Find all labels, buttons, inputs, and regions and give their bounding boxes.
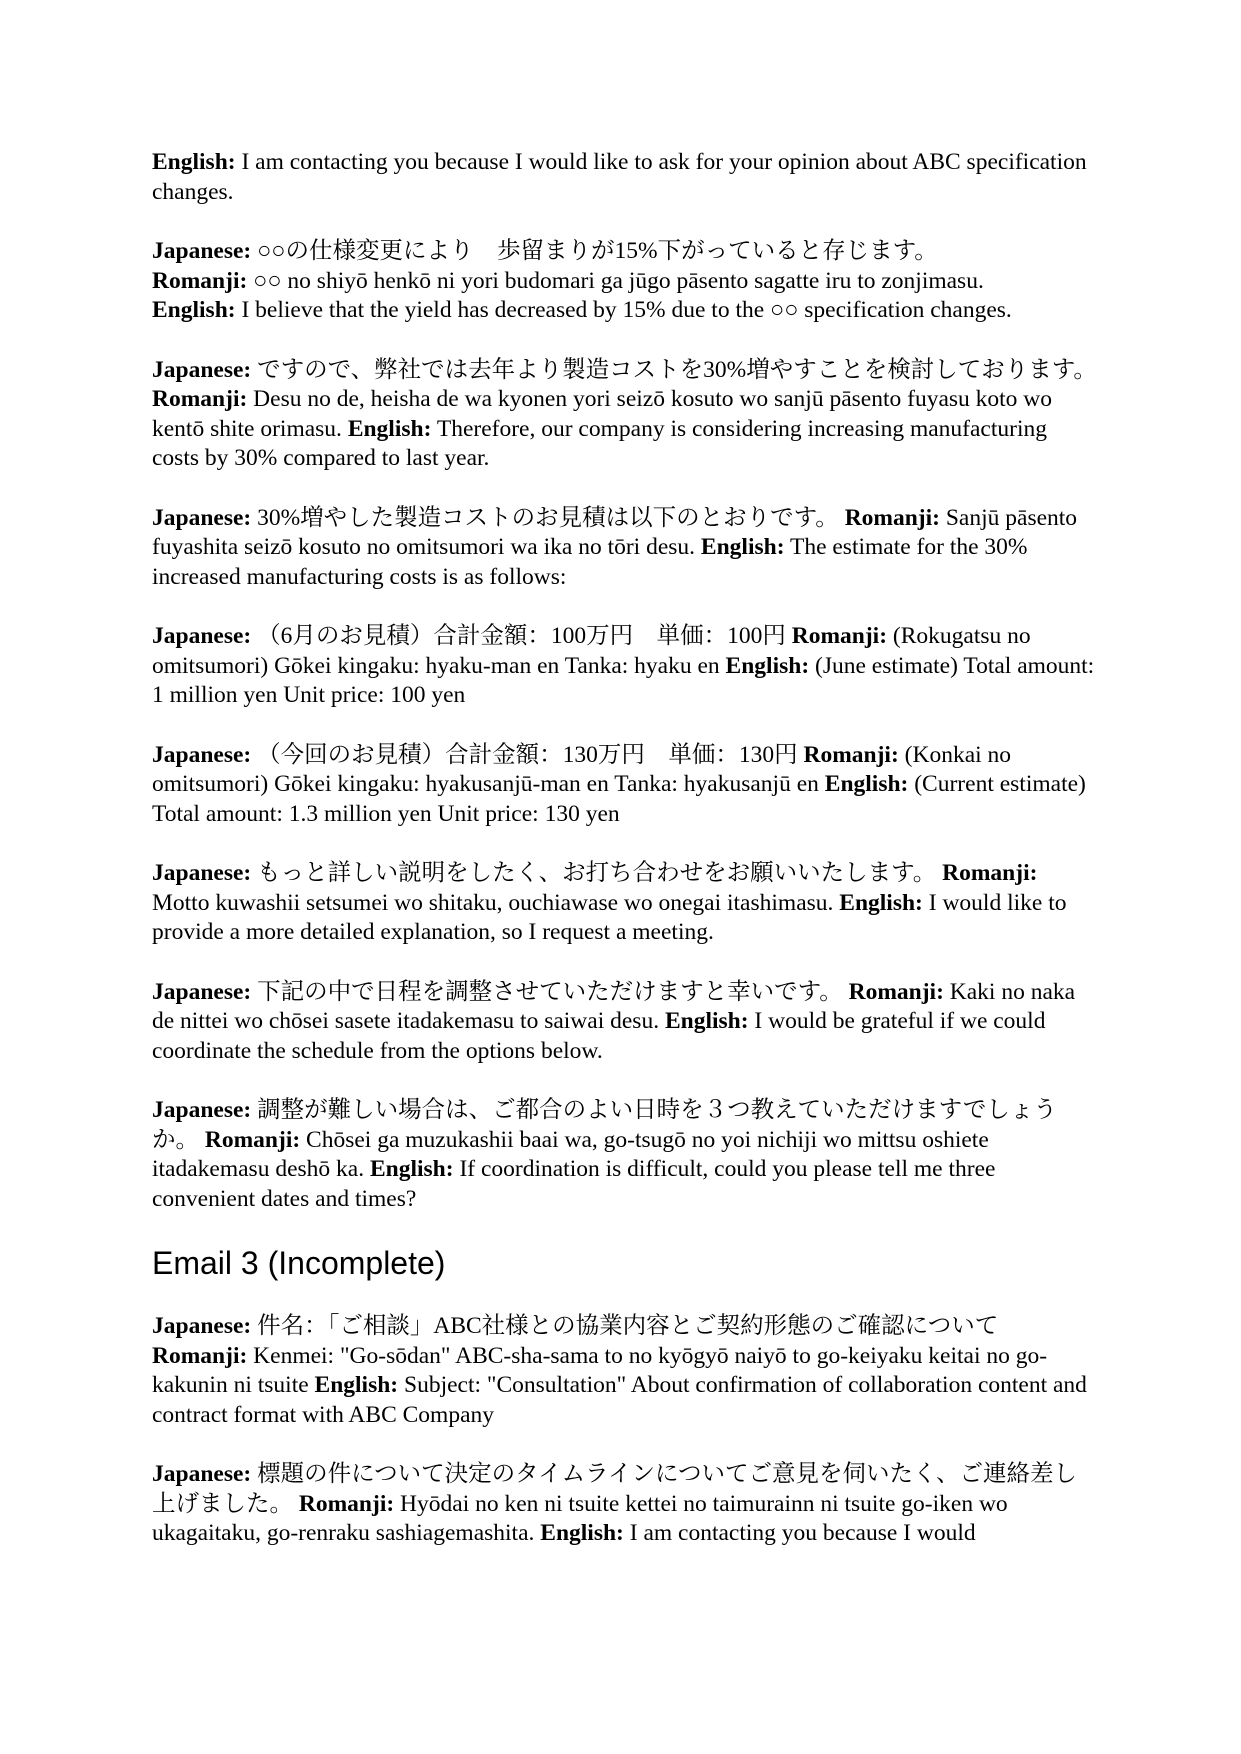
translation-text: Motto kuwashii setsumei wo shitaku, ouchiawase wo onegai itashimasu.: [152, 889, 840, 916]
translation-paragraph: [152, 1096, 1097, 1214]
language-label: English:: [700, 534, 785, 560]
translation-line: [152, 149, 1087, 205]
translation-text: （今回のお見積）合計金額：130万円 単価：130円: [251, 741, 804, 768]
language-label: Romanji:: [803, 741, 899, 768]
translation-text: Kaki no naka de nittei wo chōsei sasete itadakemasu to saiwai desu.: [152, 978, 1076, 1034]
translation-paragraph: [152, 237, 1097, 326]
translation-text: Hyōdai no ken ni tsuite kettei no taimurainn ni tsuite go-iken wo ukagaitaku, go-renraku sashiagemashita.: [152, 1490, 1008, 1546]
language-label: Romanji:: [204, 1126, 301, 1153]
language-label: English:: [664, 1008, 749, 1034]
language-label: English:: [314, 1372, 399, 1398]
translation-text: ○○ no shiyō henkō ni yori budomari ga jūgo pāsento sagatte iru to zonjimasu.: [247, 267, 984, 294]
translation-text: I believe that the yield has decreased by 15% due to the ○○ specification changes.: [235, 297, 1012, 323]
paragraphs-bottom: [152, 1312, 1097, 1549]
translation-text: I am contacting you because I would like to ask for your opinion about ABC specification changes.: [152, 149, 1087, 205]
translation-text: Subject: "Consultation" About confirmation of collaboration content and contract format with ABC Company: [152, 1372, 1087, 1428]
language-label: English:: [369, 1156, 454, 1182]
language-label: Japanese:: [152, 978, 252, 1005]
translation-text: I would like to provide a more detailed explanation, so I request a meeting.: [152, 889, 1067, 945]
language-label: Japanese:: [152, 741, 252, 768]
translation-paragraph: [152, 978, 1097, 1067]
translation-paragraph: [152, 622, 1097, 711]
translation-text: Therefore, our company is considering increasing manufacturing costs by 30% compared to last year.: [152, 415, 1047, 471]
translation-text: 30%増やした製造コストのお見積は以下のとおりです。: [251, 504, 845, 531]
translation-text: (Rokugatsu no omitsumori) Gōkei kingaku: hyaku-man en Tanka: hyaku en: [152, 623, 1031, 679]
language-label: Japanese:: [152, 1097, 252, 1123]
section-heading: Email 3 (Incomplete): [152, 1245, 446, 1281]
translation-line: [152, 505, 845, 531]
translation-text: ○○の仕様変更により 歩留まりが15%下がっていると存じます。: [251, 238, 938, 264]
translation-paragraph: [152, 356, 1097, 474]
language-label: Romanji:: [152, 267, 248, 294]
translation-paragraph: [152, 1312, 1097, 1430]
translation-text: If coordination is difficult, could you please tell me three convenient dates and times?: [152, 1156, 996, 1212]
language-label: English:: [824, 771, 909, 797]
language-label: Romanji:: [152, 1342, 248, 1369]
translation-line: [152, 742, 803, 768]
translation-paragraph: [152, 1460, 1097, 1549]
language-label: Romanji:: [844, 504, 940, 531]
language-label: English:: [152, 149, 236, 175]
language-label: English:: [347, 415, 432, 442]
translation-text: 件名：「ご相談」ABC社様との協業内容とご契約形態のご確認について: [251, 1313, 999, 1339]
translation-text: (Konkai no omitsumori) Gōkei kingaku: hyakusanjū-man en Tanka: hyakusanjū en: [152, 741, 1012, 797]
language-label: English:: [839, 889, 923, 916]
translation-text: もっと詳しい説明をしたく、お打ち合わせをお願いいたします。: [251, 860, 943, 886]
translation-line: [152, 860, 942, 886]
translation-text: （6月のお見積）合計金額：100万円 単価：100円: [251, 623, 792, 649]
translation-line: [152, 979, 849, 1005]
translation-line: [152, 1313, 998, 1339]
language-label: Romanji:: [848, 978, 944, 1005]
language-label: Romanji:: [791, 623, 888, 649]
translation-line: [152, 296, 1097, 326]
translation-text: I am contacting you because I would: [623, 1520, 976, 1546]
translation-text: Sanjū pāsento fuyashita seizō kosuto no omitsumori wa ika no tōri desu.: [152, 504, 1078, 560]
translation-line: [152, 267, 1097, 297]
language-label: English:: [725, 652, 810, 679]
translation-text: 標題の件について決定のタイムラインについてご意見を伺いたく、ご連絡差し上げました。: [152, 1461, 1078, 1517]
language-label: Japanese:: [152, 1461, 252, 1487]
language-label: Japanese:: [152, 238, 252, 264]
document-page: [152, 148, 1097, 1579]
language-label: English:: [152, 297, 236, 323]
translation-line: [540, 1520, 975, 1546]
language-label: Japanese:: [152, 1313, 252, 1339]
translation-paragraph: [152, 741, 1097, 830]
language-label: Japanese:: [152, 504, 252, 531]
translation-text: Chōsei ga muzukashii baai wa, go-tsugō no yoi nichiji wo mittsu oshiete itadakemasu deshō ka.: [152, 1126, 989, 1182]
translation-text: (Current estimate) Total amount: 1.3 million yen Unit price: 130 yen: [152, 771, 1086, 827]
translation-text: 調整が難しい場合は、ご都合のよい日時を３つ教えていただけますでしょうか。: [152, 1097, 1057, 1153]
translation-text: 下記の中で日程を調整させていただけますと幸いです。: [251, 978, 849, 1005]
translation-paragraph: [152, 148, 1097, 207]
translation-text: ですので、弊社では去年より製造コストを30%増やすことを検討しております。: [251, 356, 1097, 383]
language-label: Japanese:: [152, 356, 252, 383]
translation-line: [152, 357, 1097, 383]
language-label: Japanese:: [152, 623, 252, 649]
translation-line: [152, 623, 792, 649]
language-label: English:: [540, 1520, 624, 1546]
translation-text: I would be grateful if we could coordinate the schedule from the options below.: [152, 1008, 1046, 1064]
paragraphs-top: [152, 148, 1097, 1214]
translation-text: (June estimate) Total amount: 1 million yen Unit price: 100 yen: [152, 652, 1095, 708]
language-label: Romanji:: [298, 1490, 395, 1517]
translation-text: Kenmei: "Go-sōdan" ABC-sha-sama to no kyōgyō naiyō to go-keiyaku keitai no go-kakunin ni tsuite: [152, 1342, 1048, 1398]
translation-text: The estimate for the 30% increased manufacturing costs is as follows:: [152, 534, 1028, 590]
translation-text: Desu no de, heisha de wa kyonen yori seizō kosuto wo sanjū pāsento fuyasu koto wo kentō shite orimasu.: [152, 386, 1053, 442]
language-label: Romanji:: [942, 860, 1038, 886]
language-label: Japanese:: [152, 860, 252, 886]
translation-paragraph: [152, 504, 1097, 593]
language-label: Romanji:: [152, 386, 248, 412]
translation-line: [152, 237, 1097, 267]
translation-paragraph: [152, 859, 1097, 948]
